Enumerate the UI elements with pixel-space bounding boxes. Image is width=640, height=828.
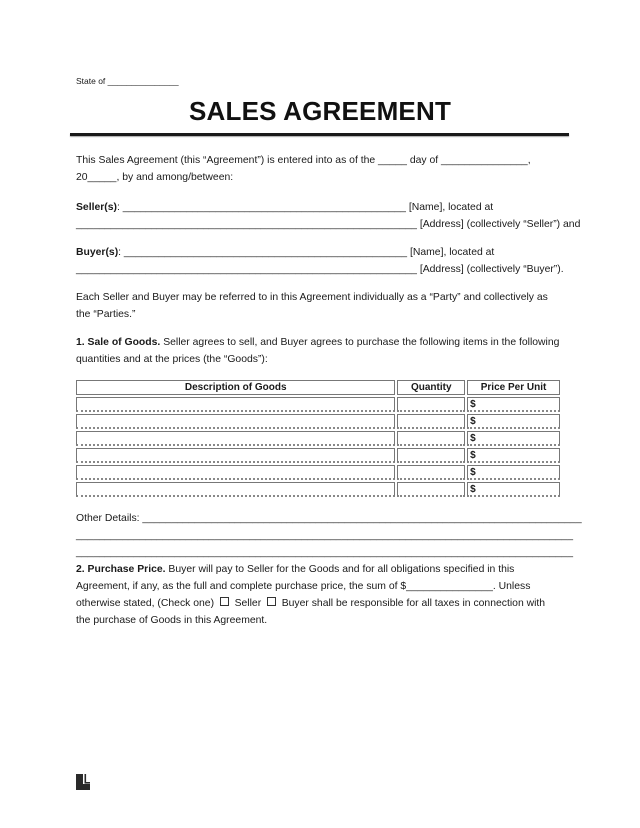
document-title: SALES AGREEMENT xyxy=(188,96,452,126)
section-2-purchase-price xyxy=(76,561,568,629)
other-details-line-3[interactable]: ______________________________________________________________________________________ xyxy=(76,547,573,558)
seller-block xyxy=(76,199,581,233)
intro-line-1[interactable]: This Sales Agreement (this “Agreement”) is entered into as of the _____ day of _______________, xyxy=(76,155,531,166)
seller-address-field[interactable]: ___________________________________________________________ [Address] (collectively “Seller”) and xyxy=(76,219,581,230)
goods-table-row xyxy=(76,397,560,412)
section-1-line-1: Seller agrees to sell, and Buyer agrees to purchase the following items in the following xyxy=(160,337,560,348)
quantity-cell[interactable] xyxy=(397,448,465,463)
legal-templates-logo-icon xyxy=(76,774,90,790)
price-cell[interactable]: $ xyxy=(467,397,560,412)
buyer-block xyxy=(76,244,568,278)
price-cell[interactable]: $ xyxy=(467,431,560,446)
header-price-per-unit: Price Per Unit xyxy=(467,380,560,395)
goods-table-row xyxy=(76,431,560,446)
parties-line-1: Each Seller and Buyer may be referred to in this Agreement individually as a “Party” and collectively as xyxy=(76,292,548,303)
section-2-line-1: Buyer will pay to Seller for the Goods and for all obligations specified in this xyxy=(165,564,515,575)
section-2-heading: 2. Purchase Price. xyxy=(76,564,166,575)
quantity-cell[interactable] xyxy=(397,431,465,446)
buyer-name-field[interactable]: : _________________________________________________ [Name], located at xyxy=(118,247,495,258)
title-divider xyxy=(70,133,569,136)
buyer-address-field[interactable]: ___________________________________________________________ [Address] (collectively “Buyer”). xyxy=(76,264,564,275)
description-cell[interactable] xyxy=(76,431,395,446)
buyer-checkbox[interactable] xyxy=(267,597,276,606)
seller-name-field[interactable]: : _________________________________________________ [Name], located at xyxy=(117,202,494,213)
purchase-price-field[interactable]: Agreement, if any, as the full and complete purchase price, the sum of $_______________. Unless xyxy=(76,581,531,592)
price-cell[interactable]: $ xyxy=(467,414,560,429)
description-cell[interactable] xyxy=(76,482,395,497)
buyer-option-label: Buyer shall be responsible for all taxes in connection with xyxy=(275,598,546,609)
section-1-heading: 1. Sale of Goods. xyxy=(76,337,161,348)
section-2-line-4: the purchase of Goods in this Agreement. xyxy=(76,615,268,626)
intro-line-2[interactable]: 20_____, by and among/between: xyxy=(76,172,234,183)
seller-option-label: Seller xyxy=(228,598,267,609)
section-2-line-3: otherwise stated, (Check one) xyxy=(76,598,220,609)
other-details-line-1[interactable]: ____________________________________________________________________________ xyxy=(142,513,582,524)
price-cell[interactable]: $ xyxy=(467,482,560,497)
parties-line-2: the “Parties.” xyxy=(76,309,136,320)
quantity-cell[interactable] xyxy=(397,397,465,412)
goods-table-row xyxy=(76,482,560,497)
other-details-line-2[interactable]: ______________________________________________________________________________________ xyxy=(76,530,573,541)
quantity-cell[interactable] xyxy=(397,465,465,480)
quantity-cell[interactable] xyxy=(397,482,465,497)
section-1-line-2: quantities and at the prices (the “Goods”): xyxy=(76,354,268,365)
goods-table-row xyxy=(76,414,560,429)
goods-table-header xyxy=(76,380,560,395)
price-cell[interactable]: $ xyxy=(467,465,560,480)
parties-paragraph xyxy=(76,289,568,323)
description-cell[interactable] xyxy=(76,414,395,429)
header-description: Description of Goods xyxy=(76,380,395,395)
quantity-cell[interactable] xyxy=(397,414,465,429)
seller-label: Seller(s) xyxy=(76,202,118,213)
description-cell[interactable] xyxy=(76,448,395,463)
goods-table-row xyxy=(76,448,560,463)
description-cell[interactable] xyxy=(76,465,395,480)
goods-table-row xyxy=(76,465,560,480)
price-cell[interactable]: $ xyxy=(467,448,560,463)
header-quantity: Quantity xyxy=(397,380,465,395)
description-cell[interactable] xyxy=(76,397,395,412)
section-1-sale-of-goods xyxy=(76,334,568,368)
other-details-block xyxy=(76,510,582,561)
intro-paragraph xyxy=(76,152,568,186)
other-details-label: Other Details: xyxy=(76,513,143,524)
buyer-label: Buyer(s) xyxy=(76,247,119,258)
goods-table xyxy=(74,378,562,499)
seller-checkbox[interactable] xyxy=(220,597,229,606)
state-line[interactable]: State of _______________ xyxy=(76,76,179,86)
